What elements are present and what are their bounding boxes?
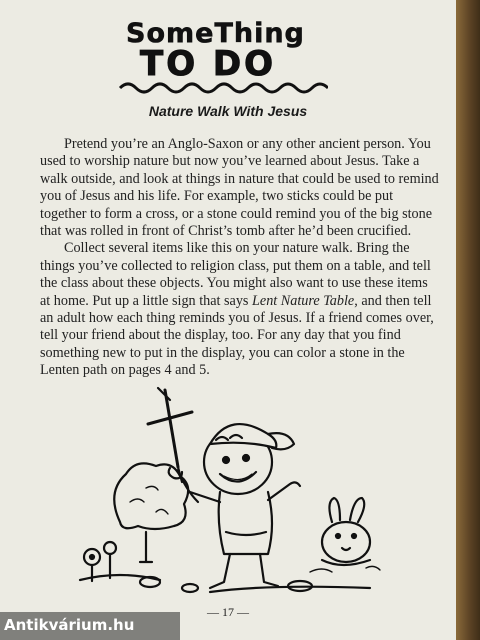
- logo-line-1: SomeThing: [126, 18, 305, 49]
- paragraph-1: Pretend you’re an Anglo-Saxon or any other ancient person. You used to worship nature but now you’ve learned about Jesus. Take a walk outside, and look at things in nature that could be used to remind you of Jesus and his life. For example, two sticks could be put together to form a cross, or a stone could remind you of the big stone that was rolled in front of Christ’s tomb after he’d been crucified.: [40, 136, 439, 240]
- watermark-text: Antikvárium.hu: [4, 616, 135, 634]
- logo-squiggle-underline: [118, 80, 328, 94]
- page-number: — 17 —: [207, 605, 249, 619]
- watermark-banner: [0, 612, 180, 640]
- body-text: [40, 136, 440, 380]
- paragraph-2-start: Collect several items like this on your nature walk. Bring the things you’ve collected to religion class, put them on a table, and tell the class about these objects. You might also want to use these items at home. Put up a little sign that says: [40, 240, 431, 309]
- child-with-cross-illustration: [70, 382, 390, 597]
- lent-nature-table-phrase: Lent Nature Table: [252, 292, 355, 309]
- paragraph-2-end: , and then tell an adult how each thing reminds you of Jesus. If a friend comes over, tell your friend about the display, too. For any day that you find something new to put in the display, you can color a stone in the Lenten path on pages 4 and 5.: [40, 292, 434, 379]
- something-to-do-logo: [118, 18, 328, 90]
- activity-title: Nature Walk With Jesus: [148, 103, 308, 119]
- paragraph-2: [40, 240, 440, 379]
- logo-line-2: TO DO: [140, 44, 277, 84]
- book-spine-edge: [456, 0, 480, 640]
